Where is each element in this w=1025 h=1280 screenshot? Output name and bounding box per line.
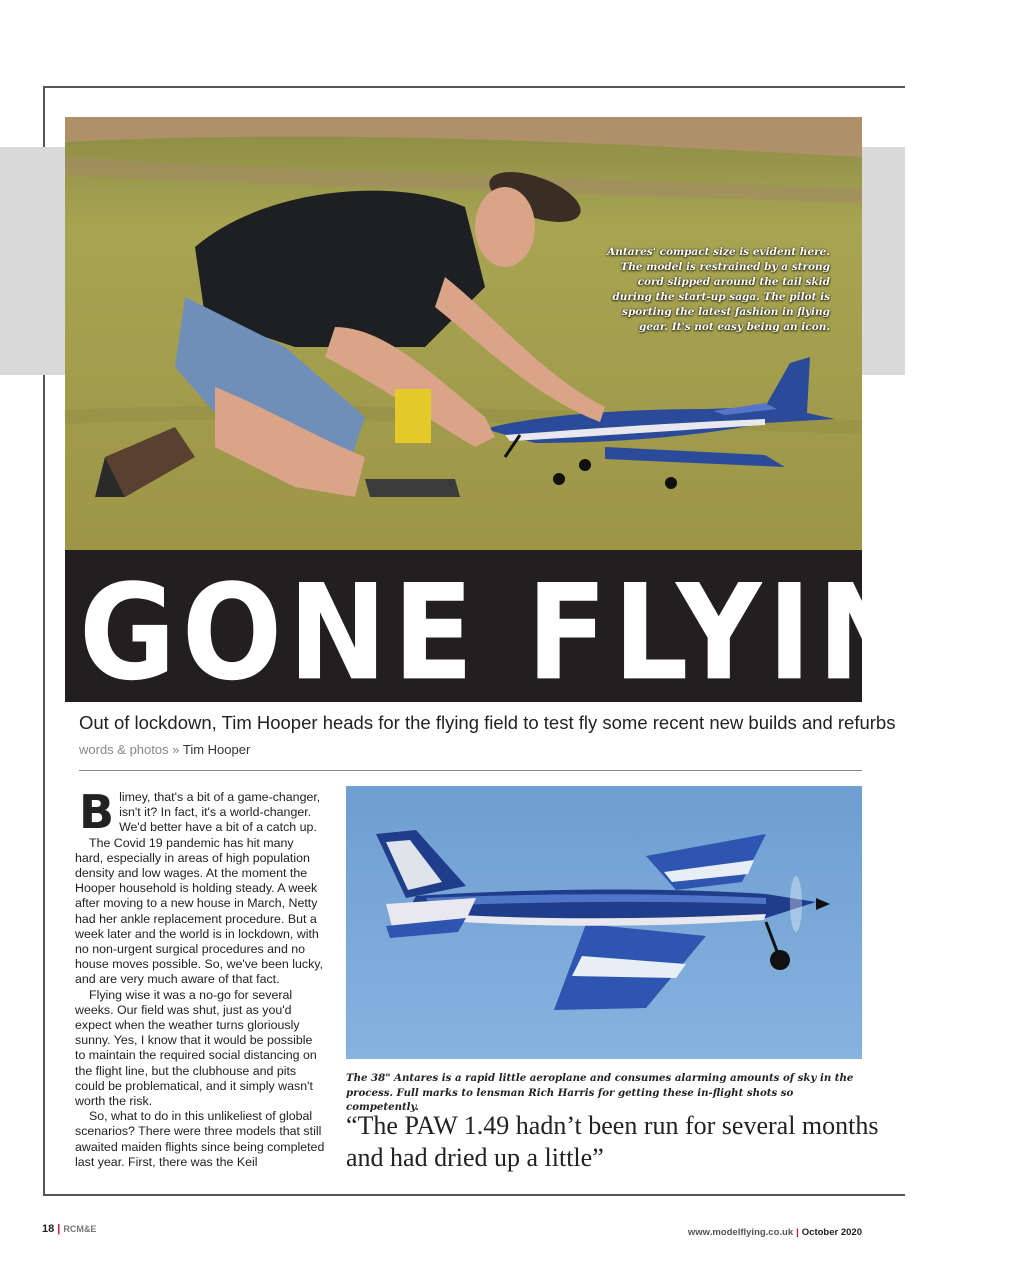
hero-caption: Antares' compact size is evident here. The model is restrained by a strong cord slipped around the tail skid during the start-up saga. The pilot is sporting the latest fashion in flying gear. It's not easy being an icon. (607, 246, 830, 333)
byline (79, 742, 250, 757)
magazine-name: RCM&E (63, 1224, 97, 1234)
hero-photo (65, 117, 862, 550)
website: www.modelflying.co.uk (687, 1227, 794, 1238)
frame-top-rule (43, 86, 905, 88)
byline-separator: » (172, 742, 180, 757)
footer-separator-right: | (796, 1227, 799, 1238)
byline-author: Tim Hooper (182, 742, 251, 757)
grey-tab-left (0, 147, 65, 375)
standfirst: Out of lockdown, Tim Hooper heads for the flying field to test fly some recent new builds and refurbs (79, 712, 896, 733)
paragraph-1: Blimey, that's a bit of a game-changer, isn't it? In fact, it's a world-changer. We'd better have a bit of a catch up. (79, 785, 321, 839)
inflight-illustration (346, 786, 862, 1059)
standfirst-rule (79, 770, 862, 771)
footer-right (688, 1227, 862, 1238)
inflight-photo (346, 786, 862, 1059)
grey-tab-right (862, 147, 905, 375)
paragraph-2: The Covid 19 pandemic has hit many hard, especially in areas of high population density and low wages. At the moment the Hooper household is holding steady. A week after moving to a new house in March, Netty had her ankle replacement procedure. But a week later and the world is in lockdown, with no non-urgent surgical procedures and no house moves possible. So, we've been lucky, and are very much aware of that fact. (75, 835, 324, 987)
page-number: 18 (42, 1223, 55, 1235)
paragraph-4: So, what to do in this unlikeliest of global scenarios? There were three models that still awaited maiden flights since being completed last year. First, there was the Keil (75, 1109, 325, 1169)
pull-quote: “The PAW 1.49 hadn’t been run for several months and had dried up a little” (346, 1111, 879, 1172)
frame-bottom-rule (43, 1194, 905, 1196)
inflight-caption: The 38" Antares is a rapid little aeroplane and consumes alarming amounts of sky in the process. Full marks to lensman Rich Harris for getting these in-flight shots so competently. (346, 1072, 854, 1113)
paragraph-3: Flying wise it was a no-go for several weeks. Our field was shut, just as you'd expect when the weather turns gloriously sunny. Yes, I know that it would be possible to maintain the required social distancing on the flight line, but the clubhouse and pits could be problematical, and it simply wasn't worth the risk. (75, 987, 317, 1109)
byline-label: words & photos (79, 742, 169, 757)
footer-separator-left: | (57, 1223, 61, 1235)
article-body (75, 785, 325, 1170)
headline-bar (65, 550, 1025, 710)
issue-date: October 2020 (801, 1227, 862, 1238)
dropcap: B (79, 785, 115, 839)
headline: GONE FLYING (79, 555, 1025, 710)
footer-left (42, 1223, 96, 1235)
